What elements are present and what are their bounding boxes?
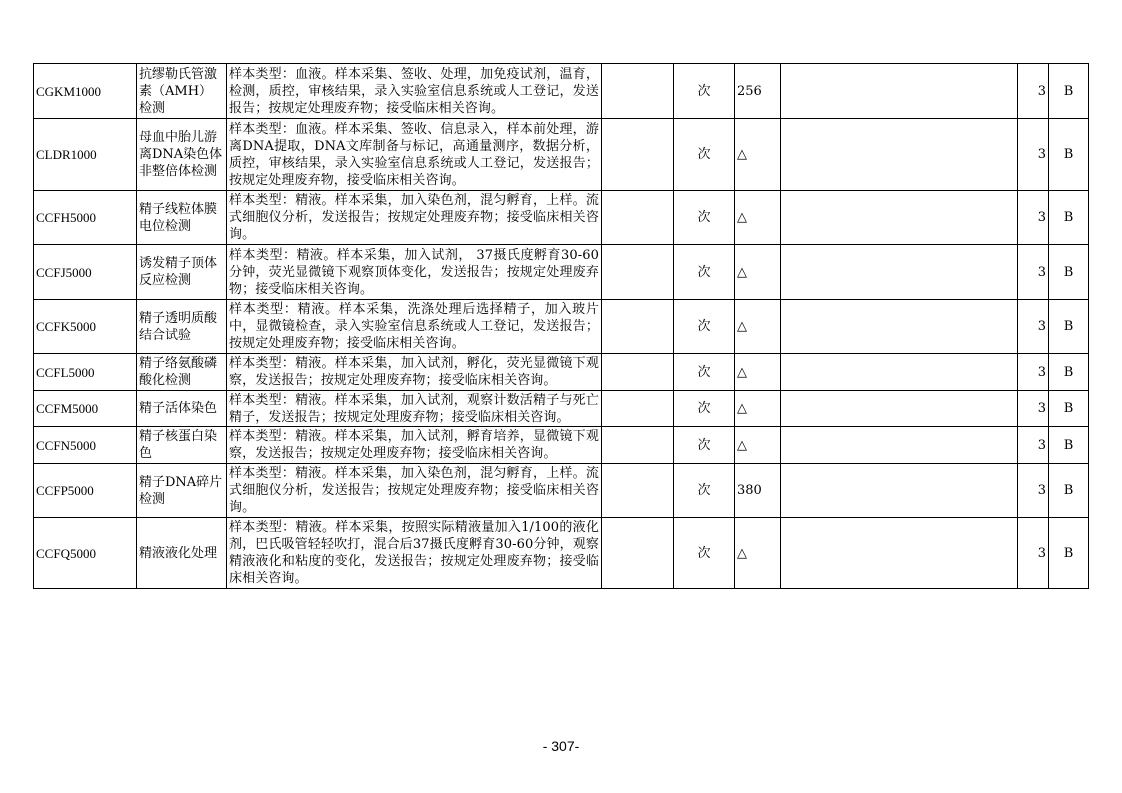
item-unit: 次 [674, 427, 735, 464]
item-name: 精子透明质酸结合试验 [137, 300, 227, 354]
table-row [34, 191, 1089, 245]
item-excluded [602, 354, 674, 391]
item-price: △ [735, 119, 781, 191]
item-content-text: 样本类型：精液。样本采集，加入试剂， 37摄氏度孵育30-60分钟，荧光显微镜下观察顶体变化，发送报告；按规定处理废弃物；接受临床相关咨询。 [229, 247, 599, 297]
item-note [781, 119, 1018, 191]
item-price: △ [735, 518, 781, 589]
item-unit: 次 [674, 391, 735, 427]
item-excluded [602, 119, 674, 191]
item-content-text: 样本类型：血液。样本采集、签收、处理，加免疫试剂，温育，检测，质控，审核结果，录入实验室信息系统或人工登记，发送报告；按规定处理废弃物；接受临床相关咨询。 [229, 66, 599, 116]
item-name: 精液液化处理 [137, 518, 227, 589]
item-code: CCFK5000 [34, 300, 137, 354]
item-code: CLDR1000 [34, 119, 137, 191]
item-name: 精子线粒体膜电位检测 [137, 191, 227, 245]
item-content-text: 样本类型：精液。样本采集，加入试剂，孵育培养，显微镜下观察，发送报告；按规定处理废弃物；接受临床相关咨询。 [229, 429, 599, 461]
table-row [34, 518, 1089, 589]
item-note [781, 191, 1018, 245]
table-row [34, 300, 1089, 354]
item-name: 精子活体染色 [137, 391, 227, 427]
item-name: 诱发精子顶体反应检测 [137, 245, 227, 300]
item-level: 3 [1018, 391, 1049, 427]
item-code: CCFL5000 [34, 354, 137, 391]
item-code: CCFN5000 [34, 427, 137, 464]
item-class: B [1049, 354, 1089, 391]
table-body [34, 64, 1089, 589]
item-note [781, 518, 1018, 589]
item-class: B [1049, 464, 1089, 518]
item-name: 抗缪勒氏管激素（AMH）检测 [137, 64, 227, 119]
item-note [781, 300, 1018, 354]
item-level: 3 [1018, 191, 1049, 245]
item-code: CCFP5000 [34, 464, 137, 518]
item-code: CCFM5000 [34, 391, 137, 427]
item-price: △ [735, 391, 781, 427]
item-class: B [1049, 300, 1089, 354]
item-content-text: 样本类型：精液。样本采集，加入染色剂，混匀孵育，上样。流式细胞仪分析，发送报告；按规定处理废弃物；接受临床相关咨询。 [229, 466, 599, 515]
item-unit: 次 [674, 354, 735, 391]
item-excluded [602, 64, 674, 119]
item-class: B [1049, 119, 1089, 191]
item-unit: 次 [674, 464, 735, 518]
item-note [781, 391, 1018, 427]
item-content-text: 样本类型：精液。样本采集，加入染色剂，混匀孵育，上样。流式细胞仪分析，发送报告；按规定处理废弃物；接受临床相关咨询。 [229, 193, 599, 242]
table-row [34, 64, 1089, 119]
item-level: 3 [1018, 427, 1049, 464]
item-content [227, 427, 602, 464]
item-code: CGKM1000 [34, 64, 137, 119]
item-excluded [602, 191, 674, 245]
item-content [227, 391, 602, 427]
item-unit: 次 [674, 64, 735, 119]
item-unit: 次 [674, 119, 735, 191]
item-excluded [602, 518, 674, 589]
item-class: B [1049, 64, 1089, 119]
item-unit: 次 [674, 518, 735, 589]
item-price: △ [735, 300, 781, 354]
item-note [781, 245, 1018, 300]
item-class: B [1049, 427, 1089, 464]
item-content [227, 464, 602, 518]
item-level: 3 [1018, 464, 1049, 518]
item-name: 母血中胎儿游离DNA染色体非整倍体检测 [137, 119, 227, 191]
item-level: 3 [1018, 518, 1049, 589]
item-level: 3 [1018, 119, 1049, 191]
item-unit: 次 [674, 245, 735, 300]
item-level: 3 [1018, 64, 1049, 119]
item-code: CCFJ5000 [34, 245, 137, 300]
table-row [34, 119, 1089, 191]
item-level: 3 [1018, 300, 1049, 354]
item-class: B [1049, 518, 1089, 589]
item-code: CCFH5000 [34, 191, 137, 245]
item-note [781, 354, 1018, 391]
item-content [227, 191, 602, 245]
item-excluded [602, 391, 674, 427]
item-content [227, 300, 602, 354]
item-price: 256 [735, 64, 781, 119]
item-content [227, 119, 602, 191]
table-row [34, 464, 1089, 518]
item-content [227, 518, 602, 589]
item-code: CCFQ5000 [34, 518, 137, 589]
item-class: B [1049, 191, 1089, 245]
page-number: - 307- [542, 738, 580, 754]
item-level: 3 [1018, 354, 1049, 391]
item-excluded [602, 427, 674, 464]
item-unit: 次 [674, 191, 735, 245]
item-excluded [602, 464, 674, 518]
item-class: B [1049, 245, 1089, 300]
price-table [33, 63, 1089, 589]
item-note [781, 427, 1018, 464]
item-level: 3 [1018, 245, 1049, 300]
table-row [34, 427, 1089, 464]
item-content-text: 样本类型：精液。样本采集，加入试剂，孵化，荧光显微镜下观察，发送报告；按规定处理废弃物；接受临床相关咨询。 [229, 356, 599, 388]
table-row [34, 354, 1089, 391]
item-content [227, 245, 602, 300]
table-row [34, 245, 1089, 300]
item-note [781, 464, 1018, 518]
item-name: 精子络氨酸磷酸化检测 [137, 354, 227, 391]
item-content [227, 64, 602, 119]
item-content-text: 样本类型：精液。样本采集，洗涤处理后选择精子，加入玻片中，显微镜检查，录入实验室信息系统或人工登记，发送报告；按规定处理废弃物；接受临床相关咨询。 [229, 302, 599, 351]
item-class: B [1049, 391, 1089, 427]
item-name: 精子核蛋白染色 [137, 427, 227, 464]
item-name: 精子DNA碎片检测 [137, 464, 227, 518]
item-content-text: 样本类型：精液。样本采集，加入试剂，观察计数活精子与死亡精子，发送报告；按规定处理废弃物；接受临床相关咨询。 [229, 392, 599, 425]
item-excluded [602, 300, 674, 354]
item-note [781, 64, 1018, 119]
item-price: △ [735, 354, 781, 391]
item-price: △ [735, 245, 781, 300]
item-excluded [602, 245, 674, 300]
item-content-text: 样本类型：血液。样本采集、签收、信息录入，样本前处理，游离DNA提取，DNA文库制备与标记，高通量测序，数据分析，质控，审核结果，录入实验室信息系统或人工登记，发送报告；按规定处理废弃物，接受临床相关咨询。 [229, 121, 599, 188]
item-content [227, 354, 602, 391]
item-price: 380 [735, 464, 781, 518]
item-price: △ [735, 427, 781, 464]
item-unit: 次 [674, 300, 735, 354]
item-content-text: 样本类型：精液。样本采集，按照实际精液量加入1/100的液化剂，巴氏吸管轻轻吹打，混合后37摄氏度孵育30-60分钟，观察精液液化和粘度的变化，发送报告；按规定处理废弃物；接受临床相关咨询。 [229, 520, 599, 586]
item-price: △ [735, 191, 781, 245]
table-row [34, 391, 1089, 427]
